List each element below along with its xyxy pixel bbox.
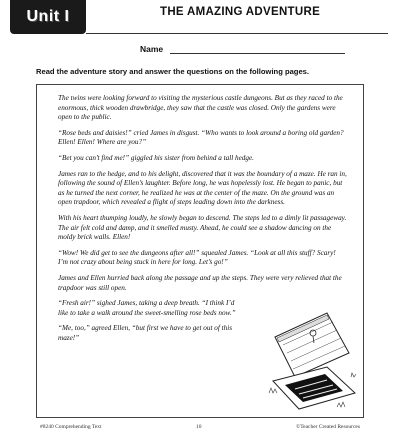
- name-field-line[interactable]: [170, 53, 345, 54]
- unit-label: Unit I: [26, 8, 70, 25]
- trapdoor-illustration: [265, 307, 359, 415]
- footer-left: #8240 Comprehending Text: [40, 424, 102, 430]
- page-footer: [40, 424, 360, 430]
- instructions: Read the adventure story and answer the questions on the following pages.: [36, 67, 309, 76]
- footer-right: ©Teacher Created Resources: [296, 424, 360, 430]
- header-rule: [86, 33, 388, 34]
- story-box: [36, 84, 364, 418]
- story-paragraph: James and Ellen hurried back along the passage and up the steps. They were very relieved that the trapdoor was still open.: [58, 273, 342, 292]
- story-paragraph: With his heart thumping loudly, he slowly began to descend. The steps led to a dimly lit passageway. The air felt cold and damp, and it smelled musty. Ahead, he could see a shadow dancing on the moldy brick walls. Ellen!: [58, 213, 347, 242]
- story-paragraph: “Wow! We did get to see the dungeons after all!” squealed James. “Look at all this stuff? Scary! I’m not crazy about being stuck in here for long. Let’s go!”: [58, 248, 336, 267]
- unit-tab: [10, 0, 86, 34]
- story-paragraph: “Bet you can’t find me!” giggled his sister from behind a tall hedge.: [58, 153, 254, 162]
- name-label: Name: [140, 44, 164, 54]
- story-paragraph: The twins were looking forward to visiting the mysterious castle dungeons. But as they raced to the enormous, thick wooden drawbridge, they saw that the castle was closed. Only the gardens were open to the public.: [58, 94, 343, 122]
- story-paragraph: “Fresh air!” sighed James, taking a deep breath. “I think I’d like to take a walk around the sweet-smelling rose beds now.”: [58, 299, 236, 317]
- story-paragraph: “Me, too,” agreed Ellen, “but first we have to get out of this maze!”: [58, 324, 233, 342]
- story-paragraph: “Rose beds and daisies!” cried James in disgust. “Who wants to look around a boring old garden? Ellen! Ellen! Where are you?”: [58, 128, 344, 147]
- story-paragraph: James ran to the hedge, and to his delight, discovered that it was the boundary of a maze. He ran in, following the sound of Ellen’s laughter. Before long, he was hopelessly lost. He began to panic, but as he turned the next corner, he realized he was at the center of the maze. On the ground was an open trapdoor, which revealed a flight of steps leading down into the darkness.: [58, 169, 347, 207]
- page-number: 10: [196, 424, 202, 430]
- page-title: THE AMAZING ADVENTURE: [160, 6, 321, 18]
